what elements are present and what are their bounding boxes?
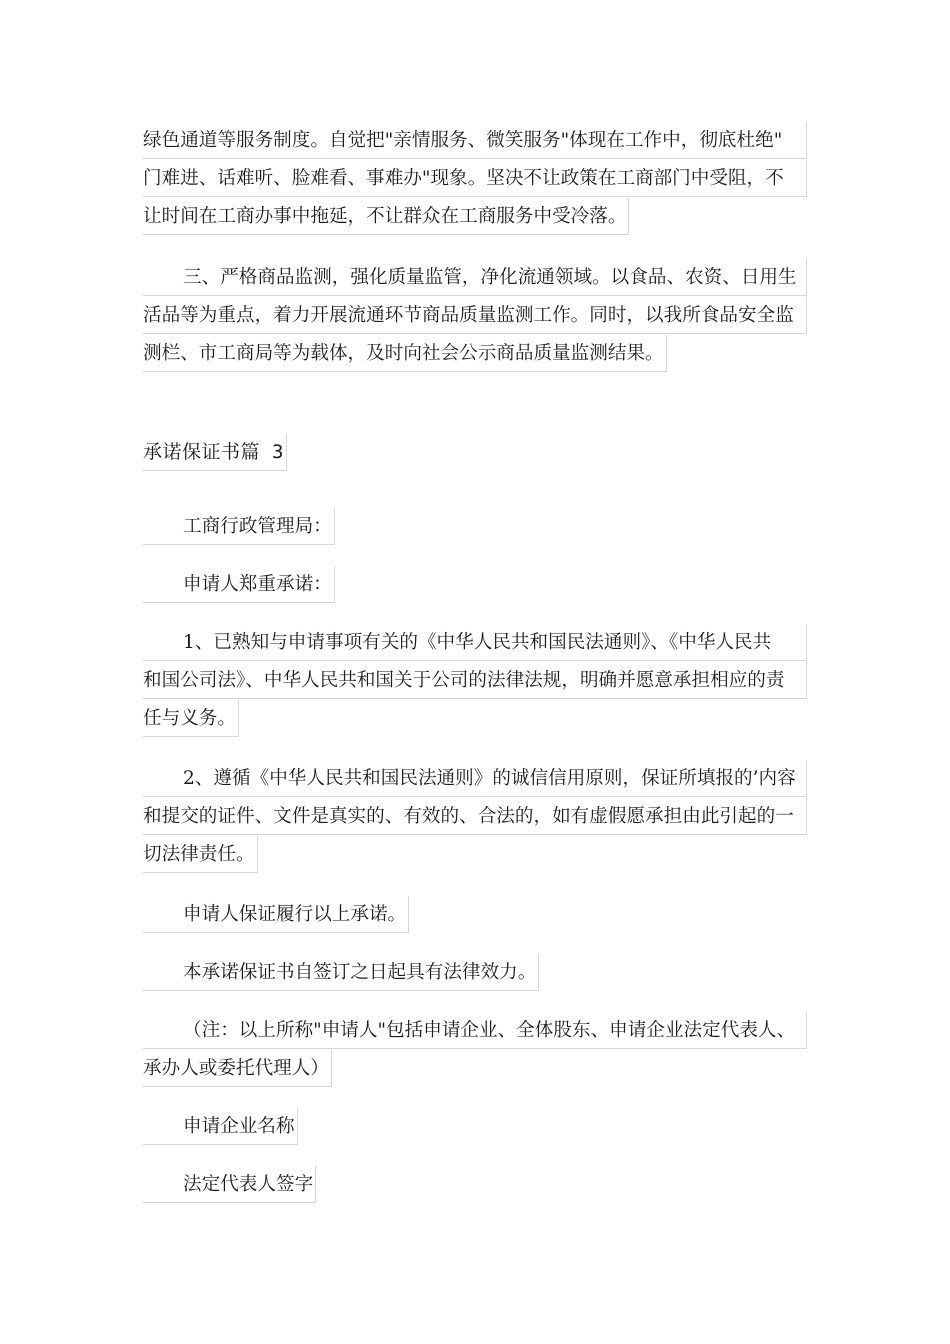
commitment-item-1 [143, 624, 807, 738]
text-line: 活品等为重点，着力开展流通环节商品质量监测工作。同时，以我所食品安全监 [143, 297, 807, 334]
addressee-line [143, 508, 807, 546]
commitment-item-2 [143, 760, 807, 874]
text-line: 任与义务。 [143, 700, 239, 737]
paragraph-service-system [143, 122, 807, 236]
text-line: 2、遵循《中华人民共和国民法通则》的诚信信用原则，保证所填报的’内容 [143, 760, 807, 797]
text-line: 和国公司法》、中华人民共和国关于公司的法律法规，明确并愿意承担相应的责 [143, 662, 807, 699]
intro-line [143, 566, 807, 604]
paragraph-quality-monitoring [143, 259, 807, 373]
text-line: 切法律责任。 [143, 836, 258, 873]
company-name-label: 申请企业名称 [143, 1108, 298, 1145]
guarantee-text: 申请人保证履行以上承诺。 [143, 896, 409, 933]
signature-label: 法定代表人签字 [143, 1166, 316, 1203]
addressee-text: 工商行政管理局： [143, 508, 335, 545]
text-line: 让时间在工商办事中拖延，不让群众在工商服务中受冷落。 [143, 198, 629, 235]
section-heading [143, 434, 807, 472]
text-line: 和提交的证件、文件是真实的、有效的、合法的，如有虚假愿承担由此引起的一 [143, 798, 807, 835]
note-paragraph [143, 1012, 807, 1088]
signature-line [143, 1166, 807, 1204]
company-name-line [143, 1108, 807, 1146]
text-line: 测栏、市工商局等为载体，及时向社会公示商品质量监测结果。 [143, 335, 667, 372]
text-line: 三、严格商品监测，强化质量监管，净化流通领域。以食品、农资、日用生 [143, 259, 807, 296]
text-line: 门难进、话难听、脸难看、事难办"现象。坚决不让政策在工商部门中受阻，不 [143, 160, 807, 197]
effect-line [143, 954, 807, 992]
effect-text: 本承诺保证书自签订之日起具有法律效力。 [143, 954, 539, 991]
text-line: 承办人或委托代理人） [143, 1050, 332, 1087]
text-line: 绿色通道等服务制度。自觉把"亲情服务、微笑服务"体现在工作中，彻底杜绝" [143, 122, 807, 159]
text-line: 1、已熟知与申请事项有关的《中华人民共和国民法通则》、《中华人民共 [143, 624, 807, 661]
guarantee-line [143, 896, 807, 934]
intro-text: 申请人郑重承诺： [143, 566, 335, 603]
heading-text: 承诺保证书篇 3 [143, 434, 287, 471]
text-line: （注：以上所称"申请人"包括申请企业、全体股东、申请企业法定代表人、 [143, 1012, 807, 1049]
